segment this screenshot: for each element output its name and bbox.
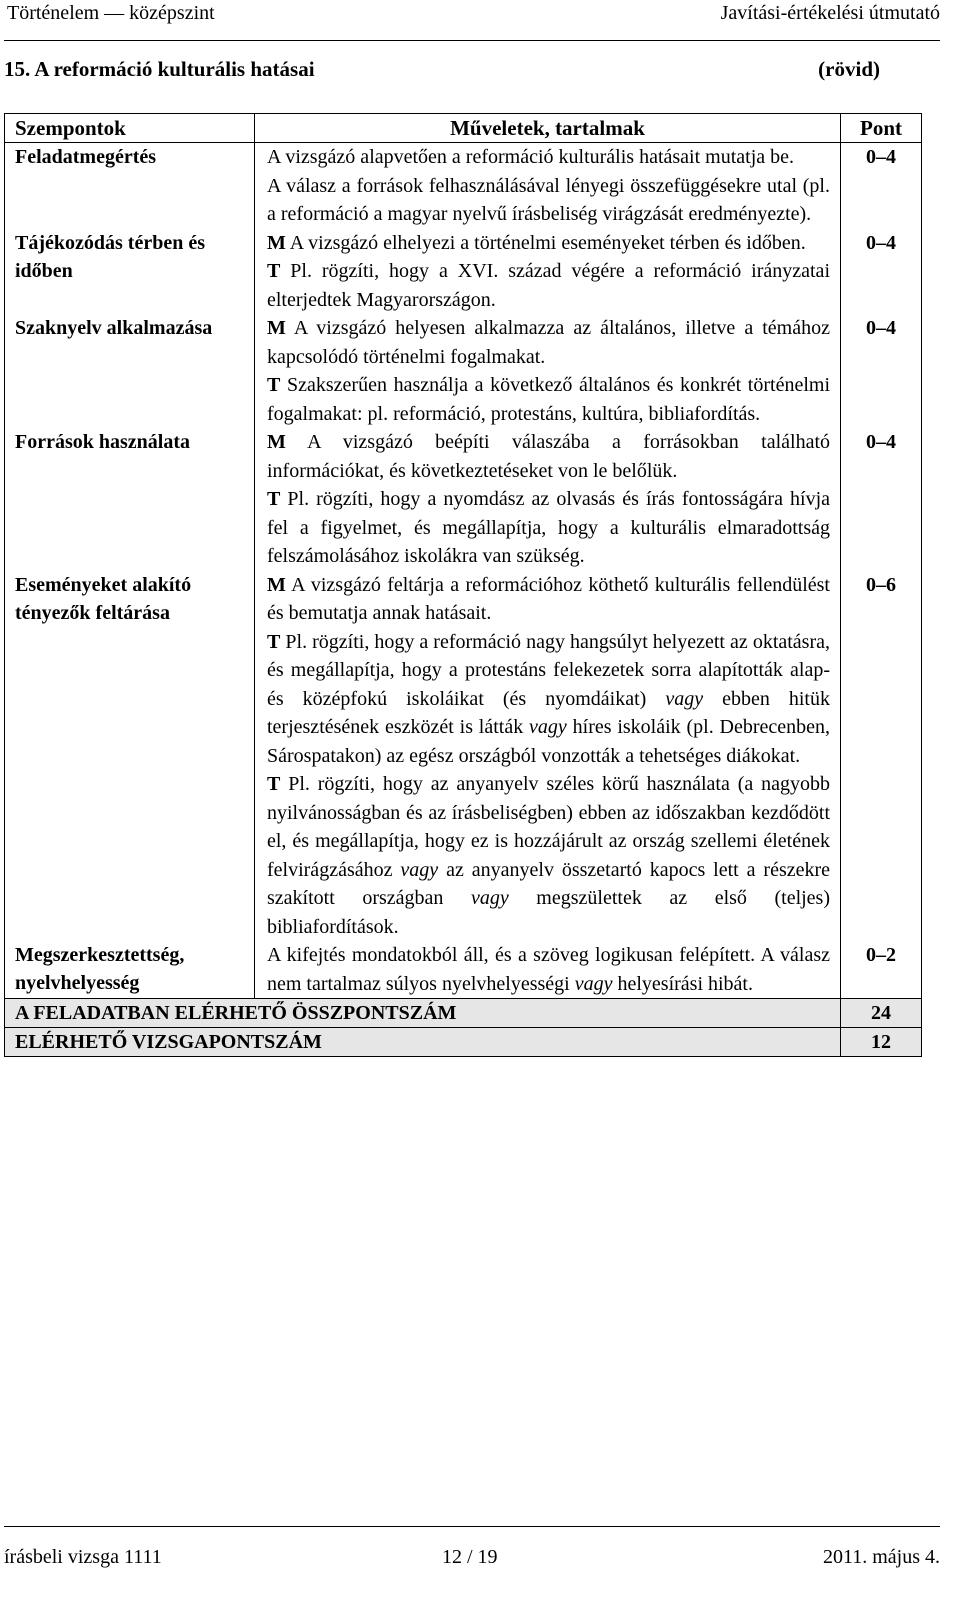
table-row	[5, 428, 922, 571]
item-prefix: T	[267, 773, 281, 795]
criterion-cell: Feladatmegértés	[5, 143, 255, 229]
points-cell: 0–4	[841, 314, 922, 428]
criterion-cell: Források használata	[5, 428, 255, 571]
item-text: A vizsgázó elhelyezi a történelmi eseményeket térben és időben.	[289, 231, 806, 254]
content-item	[267, 628, 830, 771]
content-cell	[255, 941, 841, 999]
column-header-criteria: Szempontok	[5, 114, 255, 143]
item-text: A vizsgázó beépíti válaszába a forrásokban található információkat, és következtetéseket von le belőlük.	[267, 431, 830, 482]
criterion-cell: Tájékozódás térben és időben	[5, 229, 255, 315]
total-row	[5, 1028, 922, 1057]
item-text: A vizsgázó alapvetően a reformáció kulturális hatásait mutatja be.	[267, 146, 795, 168]
table-row	[5, 941, 922, 999]
table-row	[5, 314, 922, 428]
total-label: ELÉRHETŐ VIZSGAPONTSZÁM	[5, 1028, 841, 1057]
item-text: A vizsgázó helyesen alkalmazza az általános, illetve a témához kapcsolódó történelmi fogalmakat.	[267, 317, 830, 368]
content-item	[267, 172, 830, 229]
table-row	[5, 229, 922, 315]
item-prefix: M	[267, 431, 286, 453]
content-item	[267, 770, 830, 941]
criterion-cell: Eseményeket alakító tényezők feltárása	[5, 571, 255, 942]
content-cell	[255, 428, 841, 571]
item-text: Pl. rögzíti, hogy a reformáció nagy hangsúlyt helyezett az oktatásra, és megállapítja, hogy a protestáns felekezetek sorra alapították alap- és középfokú iskoláikat (és nyomdáikat) vagy ebben hitük terjesztésének eszközét is látták vagy híres iskoláik (pl. Debrecenben, Sárospatakon) az egész országból vonzották a tehetséges diákokat.	[267, 630, 831, 767]
header-rule	[4, 40, 940, 41]
item-text: A válasz a források felhasználásával lényegi összefüggésekre utal (pl. a reformáció a magyar nyelvű írásbeliség virágzását eredményezte).	[267, 174, 830, 225]
section-title	[4, 56, 880, 82]
table-row	[5, 143, 922, 229]
table-row	[5, 571, 922, 942]
total-row	[5, 999, 922, 1028]
item-text: A vizsgázó feltárja a reformációhoz köthető kulturális fellendülést és bemutatja annak hatásait.	[267, 573, 830, 624]
criterion-cell: Megszerkesztettség, nyelvhelyesség	[5, 941, 255, 999]
scoring-table	[4, 113, 922, 1057]
item-prefix: T	[267, 374, 281, 396]
header-doc-type: Javítási-értékelési útmutató	[720, 2, 940, 24]
content-item	[267, 428, 830, 485]
footer-rule	[4, 1526, 940, 1527]
content-item	[267, 257, 830, 314]
task-title: 15. A reformáció kulturális hatásai	[4, 57, 315, 81]
task-type: (rövid)	[818, 57, 880, 81]
content-item	[267, 371, 830, 428]
content-cell	[255, 314, 841, 428]
item-prefix: T	[267, 260, 281, 282]
item-prefix: M	[267, 231, 286, 254]
item-prefix: T	[267, 630, 281, 653]
item-prefix: T	[267, 488, 281, 510]
content-item	[267, 941, 830, 998]
points-cell: 0–4	[841, 143, 922, 229]
page-header	[7, 0, 940, 32]
table-header-row	[5, 114, 922, 143]
content-cell	[255, 143, 841, 229]
content-item	[267, 314, 830, 371]
header-subject: Történelem — középszint	[7, 2, 215, 24]
footer-page-number: 12 / 19	[442, 1546, 498, 1568]
content-item	[267, 143, 830, 172]
points-cell: 0–4	[841, 229, 922, 315]
content-item	[267, 571, 830, 628]
item-text: A kifejtés mondatokból áll, és a szöveg logikusan felépített. A válasz nem tartalmaz súlyos nyelvhelyességi vagy helyesírási hibát.	[267, 944, 830, 995]
points-cell: 0–2	[841, 941, 922, 999]
item-text: Pl. rögzíti, hogy az anyanyelv széles körű használata (a nagyobb nyilvánosságban és az írásbeliségben) ebben az időszakban kezdődött el, és megállapítja, hogy ez is hozzájárult az ország szellemi életének felvirágzásához vagy az anyanyelv összetartó kapocs lett a részekre szakított országban vagy megszülettek az első (teljes) bibliafordítások.	[267, 773, 831, 938]
item-prefix: M	[267, 317, 286, 339]
content-item	[267, 485, 830, 571]
content-cell	[255, 229, 841, 315]
column-header-contents: Műveletek, tartalmak	[255, 114, 841, 143]
total-label: A FELADATBAN ELÉRHETŐ ÖSSZPONTSZÁM	[5, 999, 841, 1028]
column-header-points: Pont	[841, 114, 922, 143]
footer-exam-code: írásbeli vizsga 1111	[4, 1546, 162, 1568]
item-prefix: M	[267, 573, 286, 596]
total-value: 24	[841, 999, 922, 1028]
total-value: 12	[841, 1028, 922, 1057]
points-cell: 0–6	[841, 571, 922, 942]
item-text: Pl. rögzíti, hogy a nyomdász az olvasás és írás fontosságára hívja fel a figyelmet, és megállapítja, hogy a kulturális elmaradottság felszámolásához iskolákra van szükség.	[267, 488, 831, 567]
item-text: Szakszerűen használja a következő általános és konkrét történelmi fogalmakat: pl. reformáció, protestáns, kultúra, bibliafordítás.	[267, 374, 830, 425]
points-cell: 0–4	[841, 428, 922, 571]
content-cell	[255, 571, 841, 942]
criterion-cell: Szaknyelv alkalmazása	[5, 314, 255, 428]
content-item	[267, 229, 830, 258]
item-text: Pl. rögzíti, hogy a XVI. század végére a reformáció irányzatai elterjedtek Magyarországon.	[267, 260, 830, 311]
footer-date: 2011. május 4.	[822, 1546, 940, 1568]
